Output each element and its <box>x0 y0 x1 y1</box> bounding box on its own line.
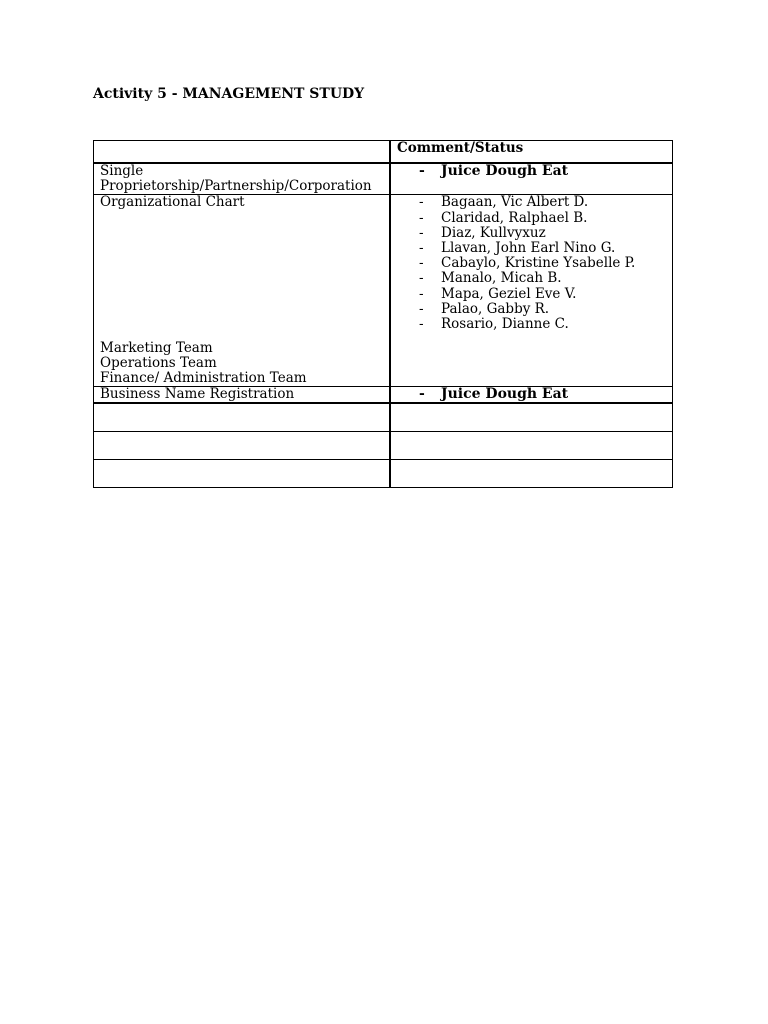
empty-cell <box>390 460 673 488</box>
management-study-table <box>93 140 673 488</box>
list-item <box>419 302 672 317</box>
dash-bullet: - <box>419 270 424 287</box>
ownership-value: Juice Dough Eat <box>441 163 569 179</box>
table-row-registration <box>94 387 673 404</box>
spacer <box>100 211 389 341</box>
header-comment-status: Comment/Status <box>390 141 673 164</box>
member-name: Llavan, John Earl Nino G. <box>441 240 616 257</box>
table-row-ownership <box>94 163 673 195</box>
dash-bullet: - <box>419 194 424 211</box>
team-list <box>100 341 389 387</box>
list-item <box>419 226 672 241</box>
empty-cell <box>94 403 391 432</box>
ownership-label-cell <box>94 163 391 195</box>
list-item <box>419 256 672 271</box>
registration-list <box>397 387 672 402</box>
org-chart-members-cell <box>390 195 673 387</box>
member-name: Rosario, Dianne C. <box>441 316 569 333</box>
registration-label-cell: Business Name Registration <box>94 387 391 404</box>
ownership-list <box>397 164 672 179</box>
table-row-empty <box>94 432 673 460</box>
dash-bullet: - <box>419 300 424 317</box>
dash-bullet: - <box>419 285 424 302</box>
list-item <box>419 317 672 332</box>
member-name: Mapa, Geziel Eve V. <box>441 285 577 302</box>
member-name: Bagaan, Vic Albert D. <box>441 194 589 211</box>
dash-bullet: - <box>419 316 424 333</box>
list-item <box>419 195 672 210</box>
dash-bullet: - <box>419 224 424 241</box>
member-name: Cabaylo, Kristine Ysabelle P. <box>441 255 636 272</box>
empty-cell <box>390 432 673 460</box>
members-list <box>397 195 672 332</box>
member-name: Palao, Gabby R. <box>441 300 550 317</box>
org-chart-label-cell <box>94 195 391 387</box>
team-operations: Operations Team <box>100 354 217 371</box>
table-row-org-chart <box>94 195 673 387</box>
member-name: Claridad, Ralphael B. <box>441 209 588 226</box>
table-row-empty <box>94 460 673 488</box>
list-item <box>419 211 672 226</box>
header-left-cell <box>94 141 391 164</box>
registration-value: Juice Dough Eat <box>441 386 569 403</box>
team-marketing: Marketing Team <box>100 339 213 356</box>
team-finance-administration: Finance/ Administration Team <box>100 370 307 387</box>
dash-bullet: - <box>419 255 424 272</box>
page-title: Activity 5 - MANAGEMENT STUDY <box>93 86 365 102</box>
member-name: Manalo, Micah B. <box>441 270 562 287</box>
empty-cell <box>94 460 391 488</box>
ownership-label-line1: Single <box>100 163 144 179</box>
ownership-label-line2: Proprietorship/Partnership/Corporation <box>100 178 372 195</box>
dash-bullet: - <box>419 209 424 226</box>
dash-bullet: - <box>419 386 425 403</box>
list-item <box>419 287 672 302</box>
registration-value-cell <box>390 387 673 404</box>
empty-cell <box>94 432 391 460</box>
member-name: Diaz, Kullvyxuz <box>441 224 546 241</box>
table-header-row <box>94 141 673 164</box>
ownership-value-cell <box>390 163 673 195</box>
list-item <box>419 164 672 179</box>
table-row-empty <box>94 403 673 432</box>
list-item <box>419 271 672 286</box>
org-chart-label: Organizational Chart <box>100 194 245 211</box>
empty-cell <box>390 403 673 432</box>
list-item <box>419 387 672 402</box>
list-item <box>419 241 672 256</box>
dash-bullet: - <box>419 240 424 257</box>
dash-bullet: - <box>419 163 425 179</box>
